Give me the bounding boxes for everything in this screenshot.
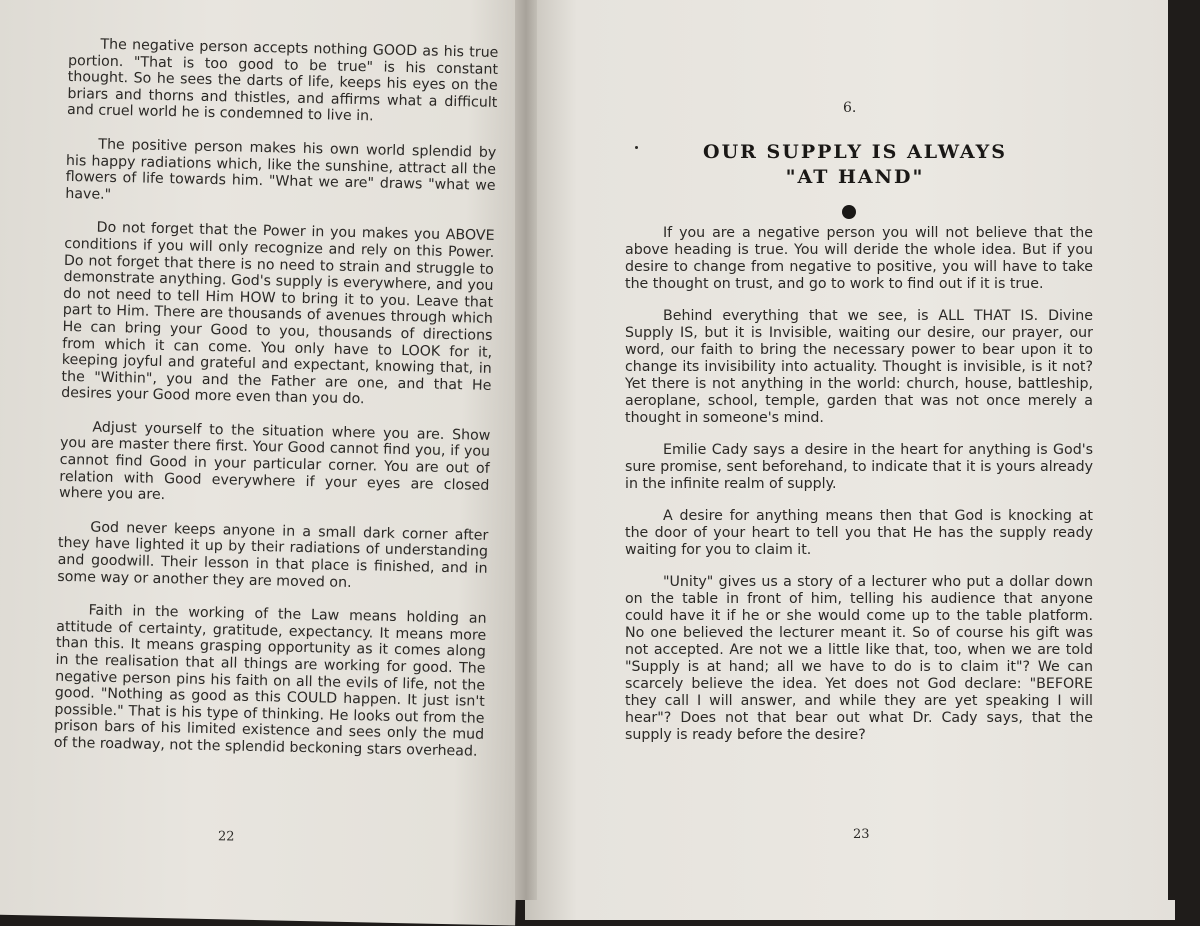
paragraph: A desire for anything means then that God is knocking at the door of your heart to tell you that He has the supply ready waiting for you to claim it. (625, 508, 1093, 558)
right-page-body (625, 225, 1093, 759)
bullet-ornament-icon (842, 205, 856, 219)
left-page-body (53, 36, 498, 777)
left-page (0, 0, 535, 925)
paragraph: God never keeps anyone in a small dark corner after they have lighted it up by their radiations of understanding and goodwill. Their lesson in that place is finished, and in some way or another they are moved on. (57, 519, 489, 591)
paragraph: The negative person accepts nothing GOOD as his true portion. "That is too good to be true" is his constant thought. So he sees the darts of life, keeps his eyes on the briars and thorns and thistles, and affirms what a difficult and cruel world he is condemned to live in. (66, 36, 499, 125)
paragraph: Adjust yourself to the situation where you are. Show you are master there first. Your Good cannot find you, if you cannot find Good in your particular corner. You are out of relation with Good everywhere if your eyes are closed where you are. (58, 419, 491, 504)
book-gutter (515, 0, 537, 900)
paragraph: "Unity" gives us a story of a lecturer who put a dollar down on the table in front of him, telling his audience that anyone could have it if he or she would come up to the table platform. No one believed the lecturer meant it. So of course his gift was not accepted. Are not we a little like that, too, when we are told "Supply is at hand; all we have to do is to claim it"? We can scarcely believe the idea. Yet does not God declare: "BEFORE they call I will answer, and while they are yet speaking I will hear"? Does not that bear out what Dr. Cady says, that the supply is ready before the desire? (625, 574, 1093, 743)
paragraph: Do not forget that the Power in you makes you ABOVE conditions if you will only recognize and rely on this Power. Do not forget that there is no need to strain and struggle to demonstrate anything. God's supply is everywhere, and you do not need to tell Him HOW to bring it to you. Leave that part to Him. There are thousands of avenues through which He can bring your Good to you, thousands of directions from which it can come. You only have to LOOK for it, keeping joyful and grateful and expectant, knowing that, in the "Within", you and the Father are one, and that He desires your Good more even than you do. (60, 219, 495, 408)
chapter-number: 6. (843, 100, 857, 116)
paragraph: If you are a negative person you will not believe that the above heading is true. You will deride the whole idea. But if you desire to change from negative to positive, you will have to take the thought on trust, and go to work to find out if it is true. (625, 225, 1093, 292)
page-number-right: 23 (853, 827, 870, 842)
page-number-left: 22 (217, 829, 235, 845)
paragraph: Emilie Cady says a desire in the heart for anything is God's sure promise, sent beforehand, to indicate that it is yours already in the infinite realm of supply. (625, 442, 1093, 492)
right-page (525, 0, 1175, 920)
paragraph: Behind everything that we see, is ALL THAT IS. Divine Supply IS, but it is Invisible, waiting our desire, our prayer, our word, our faith to bring the necessary power to bear upon it to change its invisibility into actuality. Thought is invisible, is it not? Yet there is not anything in the world: church, house, battleship, aeroplane, school, temple, garden that was not once merely a thought in someone's mind. (625, 308, 1093, 426)
stray-dot (635, 146, 638, 149)
heading-line-2: "AT HAND" (785, 166, 925, 188)
chapter-heading (645, 140, 1065, 190)
heading-line-1: OUR SUPPLY IS ALWAYS (703, 141, 1007, 163)
paragraph: The positive person makes his own world splendid by his happy radiations which, like the sunshine, attract all the flowers of life towards him. "What we are" draws "what we have." (65, 136, 497, 203)
paragraph: Faith in the working of the Law means holding an attitude of certainty, gratitude, expectancy. It means more than this. It means grasping opportunity as it comes along in the realisation that all things are working for good. The negative person pins his faith on all the evils of life, not the good. "Nothing as good as this COULD happen. It just isn't possible." That is his type of thinking. He looks out from the prison bars of his limited existence and sees only the mud of the roadway, not the splendid beckoning stars overhead. (53, 602, 487, 760)
background-edge (1168, 0, 1200, 900)
